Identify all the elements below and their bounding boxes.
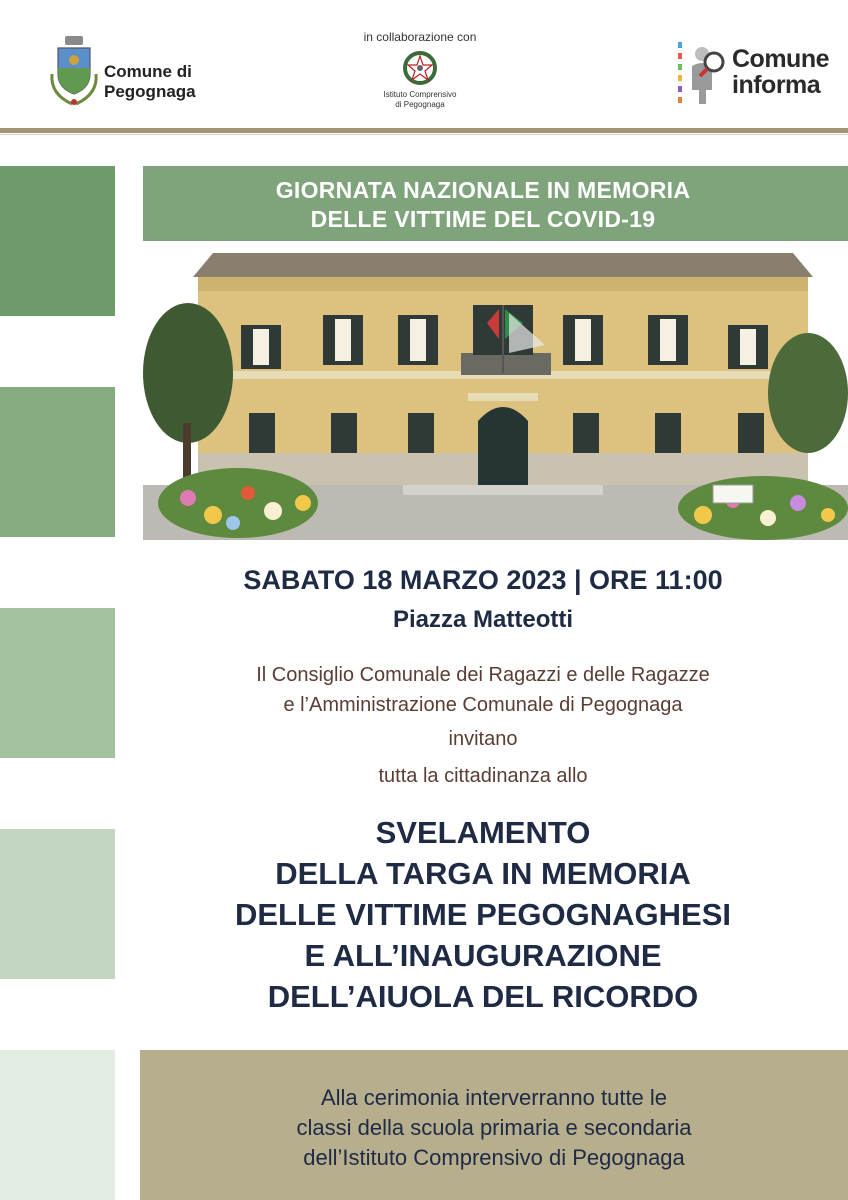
brand-line2: informa bbox=[732, 71, 821, 99]
collaboration-block bbox=[340, 30, 500, 110]
bottom-note-band bbox=[140, 1050, 848, 1200]
municipal-crest-icon bbox=[48, 34, 100, 106]
bottom-note-line1: Alla cerimonia interverranno tutte le bbox=[320, 1085, 668, 1110]
event-title-line2: DELLE VITTIME DEL COVID-19 bbox=[310, 206, 656, 232]
side-block-2 bbox=[0, 387, 115, 537]
headline-line5: DELL’AIUOLA DEL RICORDO bbox=[267, 979, 699, 1014]
headline-line3: DELLE VITTIME PEGOGNAGHESI bbox=[234, 897, 732, 932]
header-divider bbox=[0, 128, 848, 133]
event-date-time: SABATO 18 MARZO 2023 | ORE 11:00 bbox=[243, 565, 723, 595]
municipality-logo bbox=[48, 30, 198, 110]
municipality-name-line2: Pegognaga bbox=[104, 82, 196, 101]
town-hall-building-photo bbox=[143, 253, 848, 540]
bottom-note-line2: classi della scuola primaria e secondaria bbox=[296, 1115, 692, 1140]
headline-line2: DELLA TARGA IN MEMORIA bbox=[275, 856, 691, 891]
collaboration-label: in collaborazione con bbox=[363, 30, 477, 44]
headline-line4: E ALL’INAUGURAZIONE bbox=[304, 938, 662, 973]
side-block-3 bbox=[0, 608, 115, 758]
headline-line1: SVELAMENTO bbox=[375, 815, 591, 850]
header-divider-thin bbox=[0, 134, 848, 135]
magnifier-person-icon bbox=[686, 44, 726, 106]
event-place: Piazza Matteotti bbox=[392, 606, 574, 633]
brand-line1: Comune bbox=[732, 45, 829, 73]
event-title bbox=[143, 176, 823, 234]
school-name: Istituto Comprensivo di Pegognaga bbox=[383, 90, 457, 109]
inviters-line1: Il Consiglio Comunale dei Ragazzi e delle Ragazze bbox=[256, 664, 710, 686]
title-band bbox=[143, 166, 848, 241]
color-bars bbox=[672, 42, 682, 106]
headline bbox=[143, 812, 823, 1017]
header bbox=[0, 0, 848, 128]
comune-informa-logo bbox=[672, 40, 832, 110]
invite-verb: invitano bbox=[448, 728, 518, 750]
bottom-note-line3: dell’Istituto Comprensivo di Pegognaga bbox=[303, 1145, 685, 1170]
side-block-4 bbox=[0, 829, 115, 979]
side-block-1 bbox=[0, 166, 115, 316]
inviters bbox=[143, 660, 823, 720]
side-block-5 bbox=[0, 1050, 115, 1200]
town-hall-photo bbox=[143, 253, 848, 540]
invite-who: tutta la cittadinanza allo bbox=[378, 765, 588, 787]
event-title-line1: GIORNATA NAZIONALE IN MEMORIA bbox=[275, 177, 691, 203]
inviters-line2: e l’Amministrazione Comunale di Pegognaga bbox=[283, 694, 683, 716]
municipality-name-line1: Comune di bbox=[104, 62, 192, 81]
bottom-note bbox=[140, 1083, 848, 1173]
italian-republic-emblem-icon bbox=[400, 48, 440, 88]
